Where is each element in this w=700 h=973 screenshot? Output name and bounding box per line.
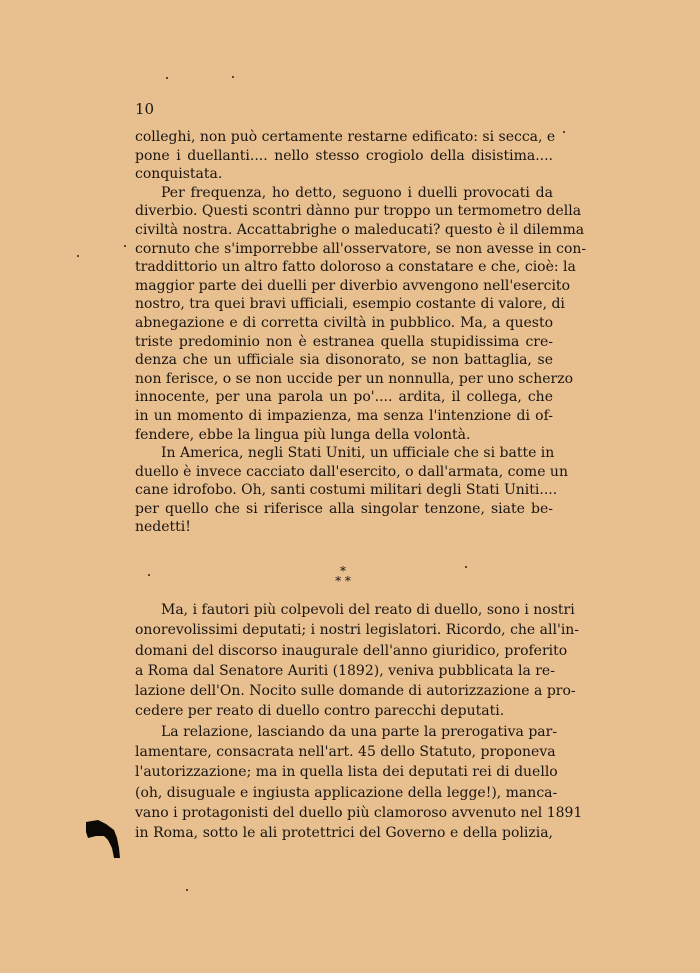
text-line: onorevolissimi deputati; i nostri legislatori. Ricordo, che all'in-	[135, 622, 580, 639]
text-line: per quello che si riferisce alla singolar tenzone, siate be-	[135, 500, 553, 517]
text-block-lower	[135, 600, 583, 844]
text-line: domani del discorso inaugurale dell'anno giuridico, proferito	[135, 642, 568, 659]
text-line: cornuto che s'imporrebbe all'osservatore, se non avesse in con-	[135, 240, 587, 257]
text-line: a Roma dal Senatore Auriti (1892), veniva pubblicata la re-	[135, 662, 555, 679]
text-line: nostro, tra quei bravi ufficiali, esempio costante di valore, di	[135, 296, 565, 313]
asterism-separator	[329, 566, 357, 588]
text-line: non ferisce, o se non uccide per un nonnulla, per uno scherzo	[135, 370, 574, 387]
text-line: colleghi, non può certamente restarne edificato: si secca, e	[135, 129, 556, 145]
text-line: traddittorio un altro fatto doloroso a constatare e che, cioè: la	[135, 259, 576, 276]
text-line: in Roma, sotto le ali protettrici del Governo e della polizia,	[135, 825, 553, 842]
page-number: 10	[135, 100, 155, 118]
scan-speck	[124, 245, 126, 247]
text-line: conquistata.	[135, 166, 223, 183]
text-line: nedetti!	[135, 519, 191, 536]
text-line: diverbio. Questi scontri dànno pur troppo un termometro della	[135, 203, 582, 220]
text-line: lamentare, consacrata nell'art. 45 dello Statuto, proponeva	[135, 744, 556, 761]
text-line: In America, negli Stati Uniti, un ufficiale che si batte in	[161, 445, 555, 462]
ink-blot	[84, 818, 122, 860]
text-line: denza che un ufficiale sia disonorato, se non battaglia, se	[135, 352, 553, 369]
text-line: cane idrofobo. Oh, santi costumi militari degli Stati Uniti....	[135, 482, 558, 499]
text-line: abnegazione e di corretta civiltà in pubblico. Ma, a questo	[135, 314, 553, 331]
scan-speck	[563, 131, 565, 133]
text-line: lazione dell'On. Nocito sulle domande di autorizzazione a pro-	[135, 683, 576, 700]
text-line: pone i duellanti.... nello stesso crogiolo della disistima....	[135, 147, 553, 164]
text-line: triste predominio non è estranea quella stupidissima cre-	[135, 333, 553, 350]
text-line: vano i protagonisti del duello più clamoroso avvenuto nel 1891	[135, 804, 583, 821]
text-block-upper	[135, 128, 587, 537]
scan-speck	[232, 76, 234, 78]
text-line: Ma, i fautori più colpevoli del reato di duello, sono i nostri	[161, 602, 575, 618]
text-line: civiltà nostra. Accattabrighe o maleducati? questo è il dilemma	[135, 221, 585, 238]
scan-speck	[186, 889, 188, 891]
text-line: in un momento di impazienza, ma senza l'intenzione di of-	[135, 407, 553, 424]
text-line: Per frequenza, ho detto, seguono i duelli provocati da	[161, 184, 553, 201]
text-line: cedere per reato di duello contro parecchi deputati.	[135, 703, 505, 720]
text-line: l'autorizzazione; ma in quella lista dei deputati rei di duello	[135, 764, 558, 781]
text-line: maggior parte dei duelli per diverbio avvengono nell'esercito	[135, 277, 570, 294]
asterism-top: *	[340, 564, 346, 578]
text-line: innocente, per una parola un po'.... ardita, il collega, che	[135, 389, 553, 406]
scan-speck	[148, 574, 150, 576]
text-line: (oh, disuguale e ingiusta applicazione della legge!), manca-	[135, 784, 558, 801]
scan-speck	[465, 566, 467, 568]
text-line: La relazione, lasciando da una parte la prerogativa par-	[161, 723, 558, 740]
text-line: duello è invece cacciato dall'esercito, o dall'armata, come un	[135, 463, 568, 480]
scan-speck	[77, 255, 79, 257]
asterism-bottom: * *	[335, 574, 351, 588]
text-line: fendere, ebbe la lingua più lunga della volontà.	[135, 426, 471, 443]
scan-speck	[166, 77, 168, 79]
